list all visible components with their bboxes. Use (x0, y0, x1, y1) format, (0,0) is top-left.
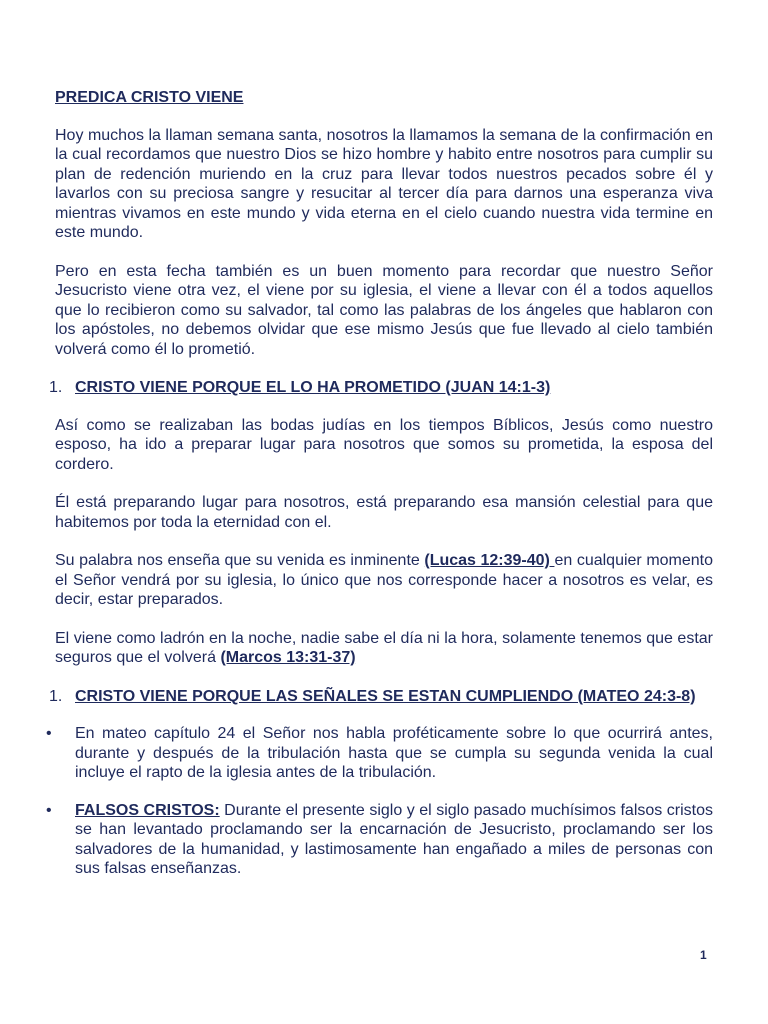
paragraph-text: en cualquier momento el Señor vendrá por su iglesia, lo único que nos corresponde hacer a nosotros es velar, es decir, estar preparados. (55, 552, 714, 608)
bullet-mateo-24 (46, 724, 713, 783)
bullet-lead: FALSOS CRISTOS: (75, 801, 220, 819)
bullet-icon: • (46, 801, 52, 819)
inminente-paragraph (55, 551, 713, 610)
scripture-reference: (Marcos 13:31-37) (220, 649, 356, 666)
paragraph-text: El viene como ladrón en la noche, nadie sabe el día ni la hora, solamente tenemos que estar seguros que el volverá (55, 629, 713, 666)
paragraph-text: Su palabra nos enseña que su venida es inminente (55, 552, 425, 569)
intro-paragraph: Hoy muchos la llaman semana santa, nosotros la llamamos la semana de la confirmación en la cual recordamos que nuestro Dios se hizo hombre y habito entre nosotros para cumplir su plan de redención muriendo en la cruz para llevar todos nuestros pecados sobre él y lavarlos con su preciosa sangre y resucitar al tercer día para darnos una esperanza viva mientras vivamos en este mundo y vida eterna en el cielo cuando nuestra vida termine en este mundo. (55, 126, 713, 241)
bodas-paragraph: Así como se realizaban las bodas judías en los tiempos Bíblicos, Jesús como nuestro esposo, ha ido a preparar lugar para nosotros que somos su prometida, la esposa del cordero. (55, 416, 713, 473)
page-number: 1 (700, 948, 707, 962)
ladron-paragraph (55, 629, 713, 668)
preparando-paragraph: Él está preparando lugar para nosotros, está preparando esa mansión celestial para que habitemos por toda la eternidad con el. (55, 494, 713, 531)
document-title: PREDICA CRISTO VIENE (55, 89, 244, 106)
section-heading-text: CRISTO VIENE PORQUE EL LO HA PROMETIDO (JUAN 14:1-3) (75, 379, 551, 396)
second-paragraph: Pero en esta fecha también es un buen momento para recordar que nuestro Señor Jesucristo viene otra vez, el viene por su iglesia, el viene a llevar con él a todos aquellos que lo recibieron como su salvador, tal como las palabras de los ángeles que hablaron con los apóstoles, no debemos olvidar que ese mismo Jesús que fue llevado al cielo también volverá como él lo prometió. (55, 262, 713, 358)
section-heading-2 (49, 687, 713, 707)
section-heading-1 (49, 378, 713, 398)
bullet-text: Durante el presente siglo y el siglo pasado muchísimos falsos cristos se han levantado proclamando ser la encarnación de Jesucristo, proclamando ser los salvadores de la humanidad, y lastimosamente han engañado a miles de personas con sus falsas enseñanzas. (75, 801, 714, 877)
bullet-falsos-cristos (46, 801, 714, 879)
document-page (46, 88, 714, 897)
section-number: 1. (49, 379, 63, 396)
scripture-reference: (Lucas 12:39-40) (424, 552, 555, 569)
bullet-text: En mateo capítulo 24 el Señor nos habla proféticamente sobre lo que ocurrirá antes, durante y después de la tribulación hasta que se cumpla su segunda venida la cual incluye el rapto de la iglesia antes de la tribulación. (75, 725, 713, 781)
section-number: 1. (49, 687, 63, 705)
bullet-icon: • (46, 725, 52, 742)
section-heading-text: CRISTO VIENE PORQUE LAS SEÑALES SE ESTAN CUMPLIENDO (MATEO 24:3-8) (75, 687, 696, 705)
